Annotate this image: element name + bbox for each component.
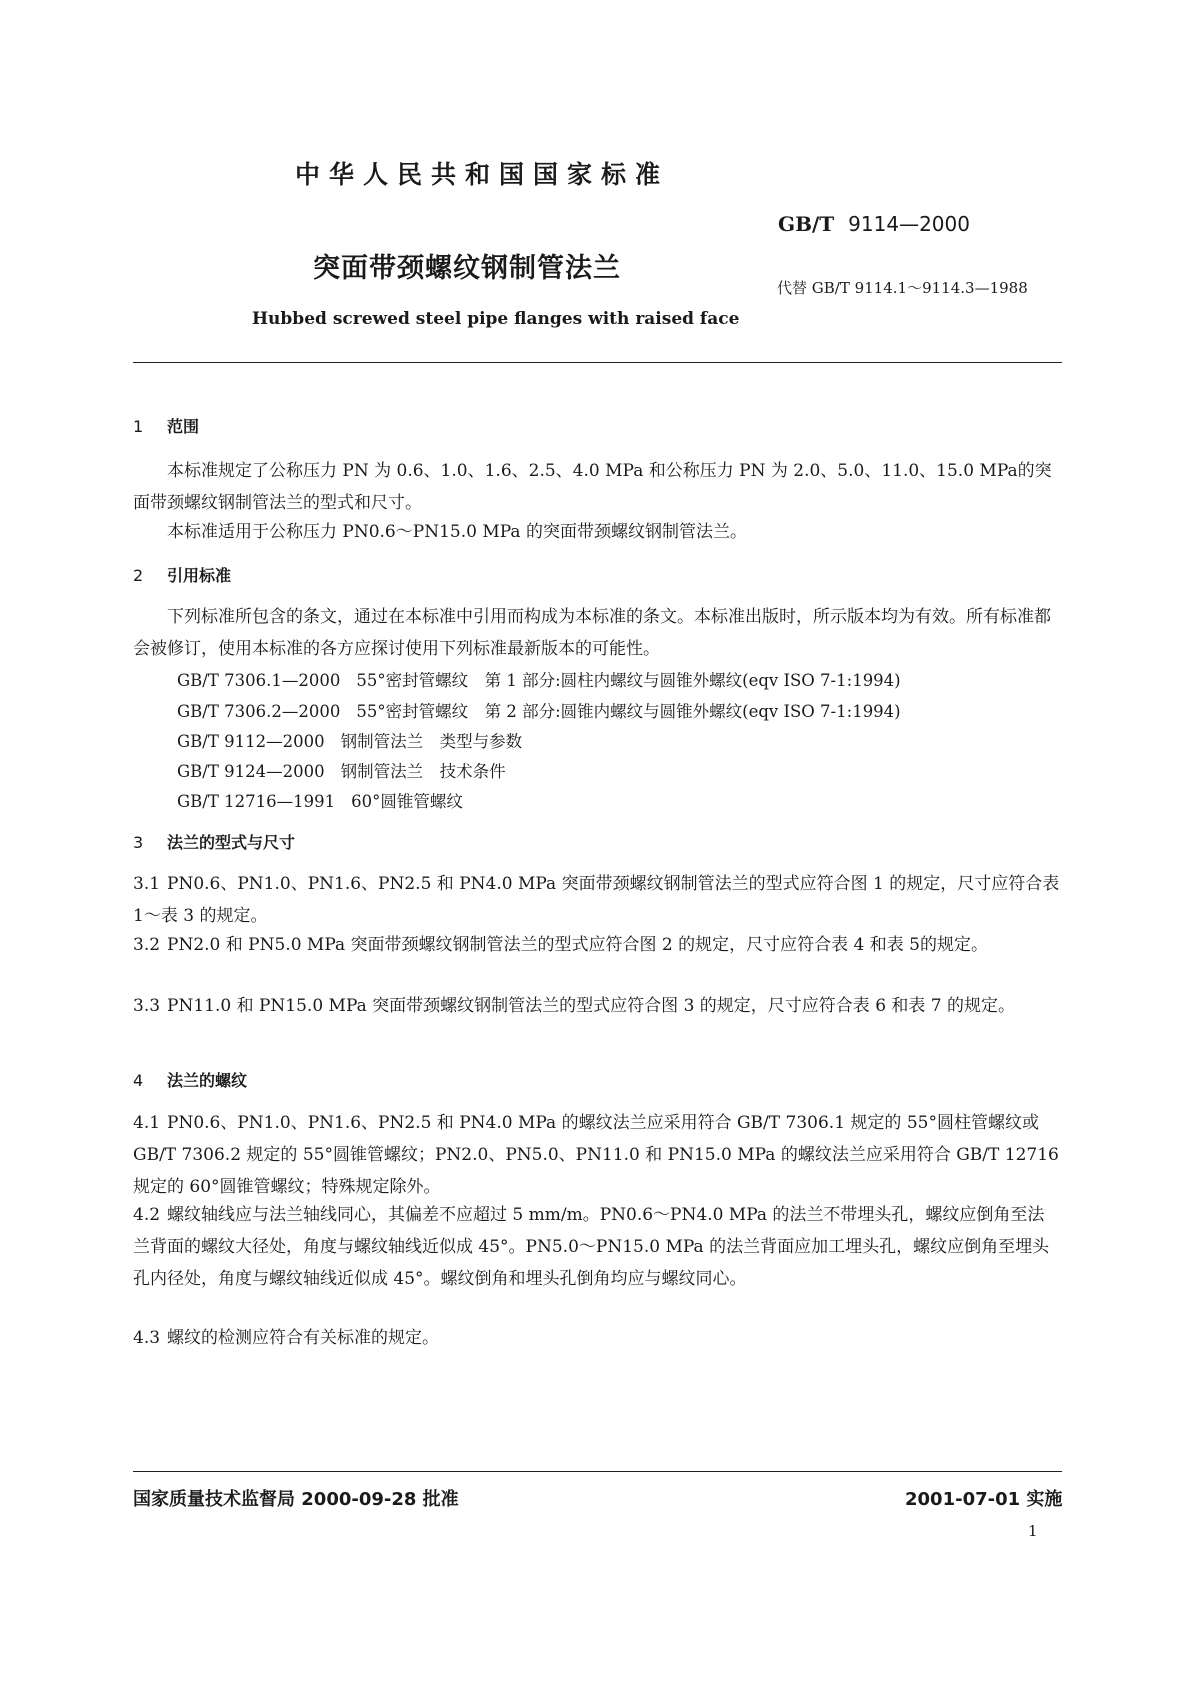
- national-standard-title: 中华人民共和国国家标准: [295, 160, 670, 189]
- approval-line: 国家质量技术监督局 2000-09-28 批准: [133, 1489, 459, 1510]
- section-title: 法兰的螺纹: [167, 1071, 248, 1090]
- clause-text: PN11.0 和 PN15.0 MPa 突面带颈螺纹钢制管法兰的型式应符合图 3 的规定，尺寸应符合表 6 和表 7 的规定。: [167, 996, 1016, 1016]
- standard-prefix: GB/T: [778, 212, 835, 236]
- reference-item: [177, 698, 901, 722]
- reference-title: 钢制管法兰 类型与参数: [340, 732, 523, 751]
- section-title: 范围: [167, 417, 200, 436]
- reference-title: 60°圆锥管螺纹: [351, 792, 463, 811]
- reference-code: GB/T 7306.2—2000: [177, 702, 341, 721]
- section-4-heading: [133, 1068, 247, 1091]
- page-number: 1: [1028, 1522, 1038, 1540]
- section-1-paragraph-1: 本标准规定了公称压力 PN 为 0.6、1.0、1.6、2.5、4.0 MPa 和公称压力 PN 为 2.0、5.0、11.0、15.0 MPa的突面带颈螺纹钢制管法兰的型式和尺寸。: [133, 461, 1052, 513]
- reference-item: [177, 788, 463, 812]
- reference-title: 55°密封管螺纹 第 1 部分:圆柱内螺纹与圆锥外螺纹(eqv ISO 7-1:1994): [356, 671, 901, 690]
- clause-text: 螺纹的检测应符合有关标准的规定。: [167, 1328, 439, 1348]
- clause-text: PN0.6、PN1.0、PN1.6、PN2.5 和 PN4.0 MPa 突面带颈螺纹钢制管法兰的型式应符合图 1 的规定，尺寸应符合表 1～表 3 的规定。: [133, 874, 1060, 926]
- section-2-heading: [133, 563, 231, 586]
- section-title: 法兰的型式与尺寸: [167, 833, 296, 852]
- clause-4-1: [133, 1107, 1061, 1203]
- reference-item: [177, 667, 901, 691]
- standard-number: [778, 212, 970, 236]
- replaces-note: 代替 GB/T 9114.1～9114.3—1988: [777, 279, 1028, 297]
- section-number: 4: [133, 1071, 144, 1090]
- english-title: Hubbed screwed steel pipe flanges with raised face: [252, 309, 740, 329]
- section-2-paragraph-1: 下列标准所包含的条文，通过在本标准中引用而构成为本标准的条文。本标准出版时，所示版本均为有效。所有标准都会被修订，使用本标准的各方应探讨使用下列标准最新版本的可能性。: [133, 607, 1051, 659]
- clause-text: 螺纹轴线应与法兰轴线同心，其偏差不应超过 5 mm/m。PN0.6～PN4.0 MPa 的法兰不带埋头孔，螺纹应倒角至法兰背面的螺纹大径处，角度与螺纹轴线近似成 45°。PN5.0～PN15.0 MPa 的法兰背面应加工埋头孔，螺纹应倒角至埋头孔内径处，角度与螺纹轴线近似成 45°。螺纹倒角和埋头孔倒角均应与螺纹同心。: [133, 1205, 1050, 1289]
- clause-4-2: [133, 1199, 1061, 1295]
- clause-number: 4.1: [133, 1113, 161, 1133]
- section-1-paragraph-2: 本标准适用于公称压力 PN0.6～PN15.0 MPa 的突面带颈螺纹钢制管法兰。: [167, 522, 747, 542]
- section-number: 3: [133, 833, 144, 852]
- clause-number: 4.3: [133, 1328, 161, 1348]
- section-3-heading: [133, 830, 295, 853]
- clause-4-3: [133, 1322, 1061, 1354]
- standard-number-value: 9114—2000: [848, 212, 970, 236]
- document-title: 突面带颈螺纹钢制管法兰: [313, 253, 621, 284]
- reference-code: GB/T 9112—2000: [177, 732, 325, 751]
- reference-title: 55°密封管螺纹 第 2 部分:圆锥内螺纹与圆锥外螺纹(eqv ISO 7-1:1994): [356, 702, 901, 721]
- clause-text: PN0.6、PN1.0、PN1.6、PN2.5 和 PN4.0 MPa 的螺纹法兰应采用符合 GB/T 7306.1 规定的 55°圆柱管螺纹或 GB/T 7306.2 规定的 55°圆锥管螺纹；PN2.0、PN5.0、PN11.0 和 PN15.0 MPa 的螺纹法兰应采用符合 GB/T 12716 规定的 60°圆锥管螺纹；特殊规定除外。: [133, 1113, 1059, 1197]
- reference-item: [177, 728, 522, 752]
- clause-number: 3.1: [133, 874, 161, 894]
- reference-item: [177, 758, 506, 782]
- clause-3-2: [133, 929, 1061, 961]
- clause-3-1: [133, 868, 1061, 932]
- section-1-heading: [133, 414, 199, 437]
- clause-3-3: [133, 990, 1061, 1022]
- clause-number: 4.2: [133, 1205, 161, 1225]
- clause-text: PN2.0 和 PN5.0 MPa 突面带颈螺纹钢制管法兰的型式应符合图 2 的规定，尺寸应符合表 4 和表 5的规定。: [167, 935, 988, 955]
- reference-code: GB/T 12716—1991: [177, 792, 336, 811]
- reference-title: 钢制管法兰 技术条件: [340, 762, 506, 781]
- reference-code: GB/T 9124—2000: [177, 762, 325, 781]
- section-number: 2: [133, 566, 144, 585]
- footer-divider: [133, 1471, 1062, 1472]
- effective-date: 2001-07-01 实施: [905, 1489, 1063, 1510]
- clause-number: 3.3: [133, 996, 161, 1016]
- clause-number: 3.2: [133, 935, 161, 955]
- section-number: 1: [133, 417, 144, 436]
- reference-code: GB/T 7306.1—2000: [177, 671, 341, 690]
- section-title: 引用标准: [167, 566, 232, 585]
- header-divider: [133, 362, 1062, 363]
